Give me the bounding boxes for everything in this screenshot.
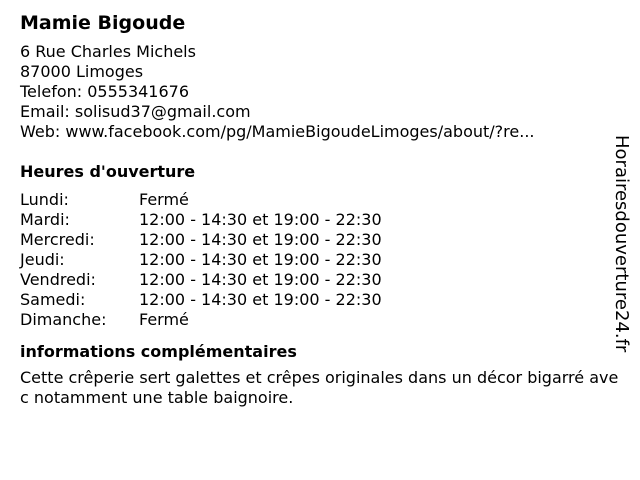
hours-day: Mercredi: (20, 230, 95, 249)
hours-row-sunday (20, 310, 610, 330)
website-link: Web: www.facebook.com/pg/MamieBigoudeLimoges/about/?re... (20, 122, 535, 141)
hours-row-monday (20, 190, 610, 210)
hours-day: Lundi: (20, 190, 69, 209)
hours-time: Fermé (139, 190, 189, 209)
hours-day: Dimanche: (20, 310, 107, 329)
address-line-1: 6 Rue Charles Michels (20, 42, 196, 61)
hours-day: Vendredi: (20, 270, 96, 289)
contact-info (20, 42, 610, 142)
address-line-2: 87000 Limoges (20, 62, 144, 81)
business-card (20, 10, 619, 408)
hours-time: 12:00 - 14:30 et 19:00 - 22:30 (139, 250, 382, 269)
phone-number: Telefon: 0555341676 (20, 82, 190, 101)
hours-time: 12:00 - 14:30 et 19:00 - 22:30 (139, 270, 382, 289)
hours-row-wednesday (20, 230, 610, 250)
hours-day: Samedi: (20, 290, 86, 309)
hours-time: 12:00 - 14:30 et 19:00 - 22:30 (139, 210, 382, 229)
hours-row-friday (20, 270, 610, 290)
hours-time: 12:00 - 14:30 et 19:00 - 22:30 (139, 230, 382, 249)
hours-day: Jeudi: (20, 250, 65, 269)
hours-day: Mardi: (20, 210, 70, 229)
hours-time: 12:00 - 14:30 et 19:00 - 22:30 (139, 290, 382, 309)
site-watermark: Horairesdouverture24.fr (611, 135, 632, 353)
hours-row-thursday (20, 250, 610, 270)
hours-row-tuesday (20, 210, 610, 230)
opening-hours-table (20, 190, 610, 330)
opening-hours-title: Heures d'ouverture (20, 162, 196, 181)
hours-row-saturday (20, 290, 610, 310)
email-address: Email: solisud37@gmail.com (20, 102, 251, 121)
business-name: Mamie Bigoude (20, 12, 186, 34)
hours-time: Fermé (139, 310, 189, 329)
additional-info-text: Cette crêperie sert galettes et crêpes originales dans un décor bigarré avec notamment une table baignoire. (20, 368, 619, 407)
additional-info-title: informations complémentaires (20, 342, 297, 361)
